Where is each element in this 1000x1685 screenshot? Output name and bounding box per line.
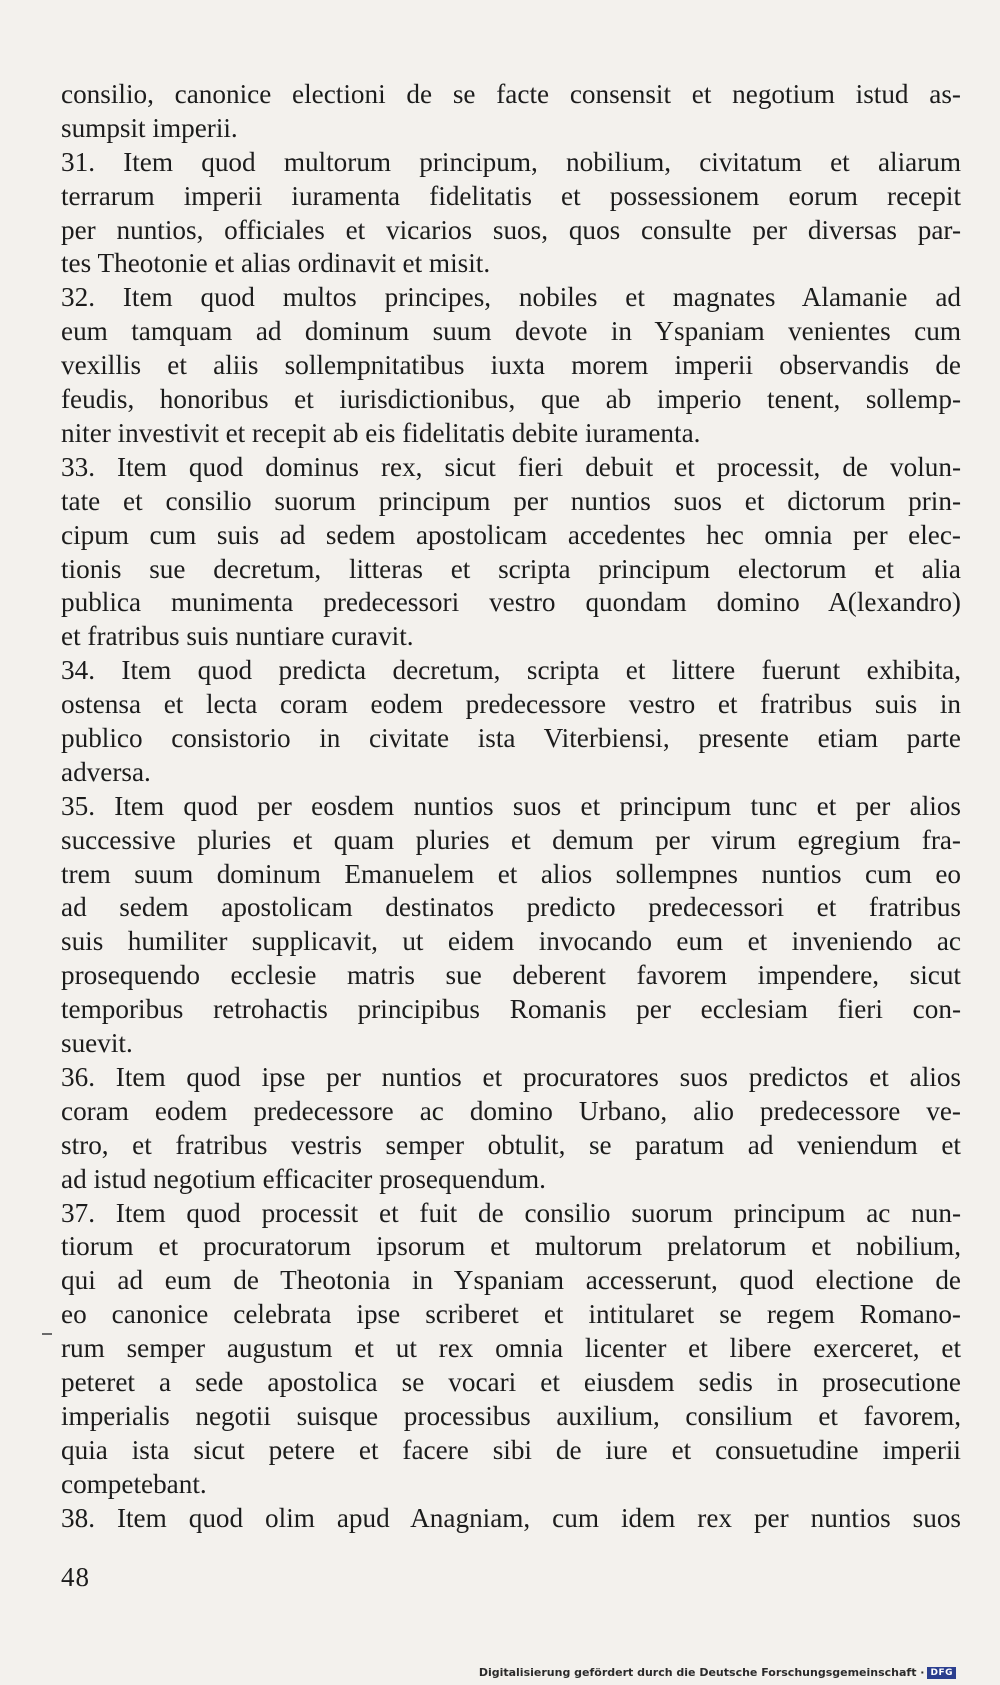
paragraph [61, 78, 961, 146]
text-line: ad sedem apostolicam destinatos predicto predecessori et fratribus [61, 892, 961, 923]
text-line: feudis, honoribus et iurisdictionibus, que ab imperio tenent, sollemp- [61, 384, 961, 415]
text-line: ostensa et lecta coram eodem predecessore vestro et fratribus suis in [61, 689, 961, 720]
text-line: 36. Item quod ipse per nuntios et procuratores suos predictos et alios [61, 1061, 961, 1092]
text-line: 33. Item quod dominus rex, sicut fieri debuit et processit, de volun- [61, 451, 961, 482]
text-line: terrarum imperii iuramenta fidelitatis et possessionem eorum recepit [61, 180, 961, 211]
text-line: tate et consilio suorum principum per nuntios suos et dictorum prin- [61, 485, 961, 516]
digitization-credit [479, 1666, 956, 1679]
text-line: tionis sue decretum, litteras et scripta principum electorum et alia [61, 553, 961, 584]
text-line: consilio, canonice electioni de se facte consensit et negotium istud as- [61, 79, 961, 109]
margin-mark [42, 1333, 52, 1335]
text-line: publica munimenta predecessori vestro quondam domino A(lexandro) [61, 587, 961, 618]
text-line: competebant. [61, 1468, 207, 1499]
text-line: qui ad eum de Theotonia in Yspaniam accesserunt, quod electione de [61, 1265, 961, 1296]
dfg-logo: DFG [927, 1667, 956, 1679]
text-line: 32. Item quod multos principes, nobiles et magnates Alamanie ad [61, 282, 961, 313]
text-line: per nuntios, officiales et vicarios suos, quos consulte per diversas par- [61, 214, 961, 245]
text-line: 38. Item quod olim apud Anagniam, cum idem rex per nuntios suos [61, 1502, 961, 1533]
text-line: rum semper augustum et ut rex omnia licenter et libere exerceret, et [61, 1333, 961, 1364]
text-line: cipum cum suis ad sedem apostolicam accedentes hec omnia per elec- [61, 519, 961, 550]
text-line: tes Theotonie et alias ordinavit et misit. [61, 248, 491, 279]
text-line: imperialis negotii suisque processibus auxilium, consilium et favorem, [61, 1400, 961, 1431]
page-number: 48 [61, 1562, 90, 1592]
paragraph [61, 1197, 961, 1502]
text-line: peteret a sede apostolica se vocari et eiusdem sedis in prosecutione [61, 1366, 961, 1397]
paragraph [61, 1061, 961, 1197]
text-line: ad istud negotium efficaciter prosequendum. [61, 1163, 546, 1194]
text-line: suis humiliter supplicavit, ut eidem invocando eum et inveniendo ac [61, 926, 961, 957]
text-line: prosequendo ecclesie matris sue deberent favorem impendere, sicut [61, 960, 961, 991]
text-line: niter investivit et recepit ab eis fidelitatis debite iuramenta. [61, 417, 701, 448]
text-line: tiorum et procuratorum ipsorum et multorum prelatorum et nobilium, [61, 1231, 961, 1262]
paragraph [61, 1502, 961, 1536]
text-line: successive pluries et quam pluries et demum per virum egregium fra- [61, 824, 961, 855]
text-line: 37. Item quod processit et fuit de consilio suorum principum ac nun- [61, 1197, 961, 1228]
text-line: trem suum dominum Emanuelem et alios sollempnes nuntios cum eo [61, 858, 961, 889]
text-line: coram eodem predecessore ac domino Urbano, alio predecessore ve- [61, 1095, 961, 1126]
text-line: publico consistorio in civitate ista Viterbiensi, presente etiam parte [61, 722, 961, 753]
text-line: eum tamquam ad dominum suum devote in Yspaniam venientes cum [61, 316, 961, 347]
document-body [61, 78, 961, 1535]
text-line: 34. Item quod predicta decretum, scripta et littere fuerunt exhibita, [61, 655, 961, 686]
paragraph [61, 451, 961, 654]
text-line: 35. Item quod per eosdem nuntios suos et principum tunc et per alios [61, 790, 961, 821]
text-line: sumpsit imperii. [61, 112, 238, 143]
text-line: suevit. [61, 1028, 133, 1059]
text-line: stro, et fratribus vestris semper obtulit, se paratum ad veniendum et [61, 1129, 961, 1160]
text-line: temporibus retrohactis principibus Romanis per ecclesiam fieri con- [61, 994, 961, 1025]
text-line: eo canonice celebrata ipse scriberet et intitularet se regem Romano- [61, 1299, 961, 1330]
credit-text: Digitalisierung gefördert durch die Deutsche Forschungsgemeinschaft · [478, 1666, 925, 1679]
paragraph [61, 790, 961, 1061]
text-line: et fratribus suis nuntiare curavit. [61, 621, 414, 652]
text-line: adversa. [61, 756, 151, 787]
text-line: vexillis et aliis sollempnitatibus iuxta morem imperii observandis de [61, 350, 961, 381]
paragraph [61, 146, 961, 282]
paragraph [61, 281, 961, 450]
text-line: quia ista sicut petere et facere sibi de iure et consuetudine imperii [61, 1434, 961, 1465]
paragraph [61, 654, 961, 790]
text-line: 31. Item quod multorum principum, nobilium, civitatum et aliarum [61, 146, 961, 177]
